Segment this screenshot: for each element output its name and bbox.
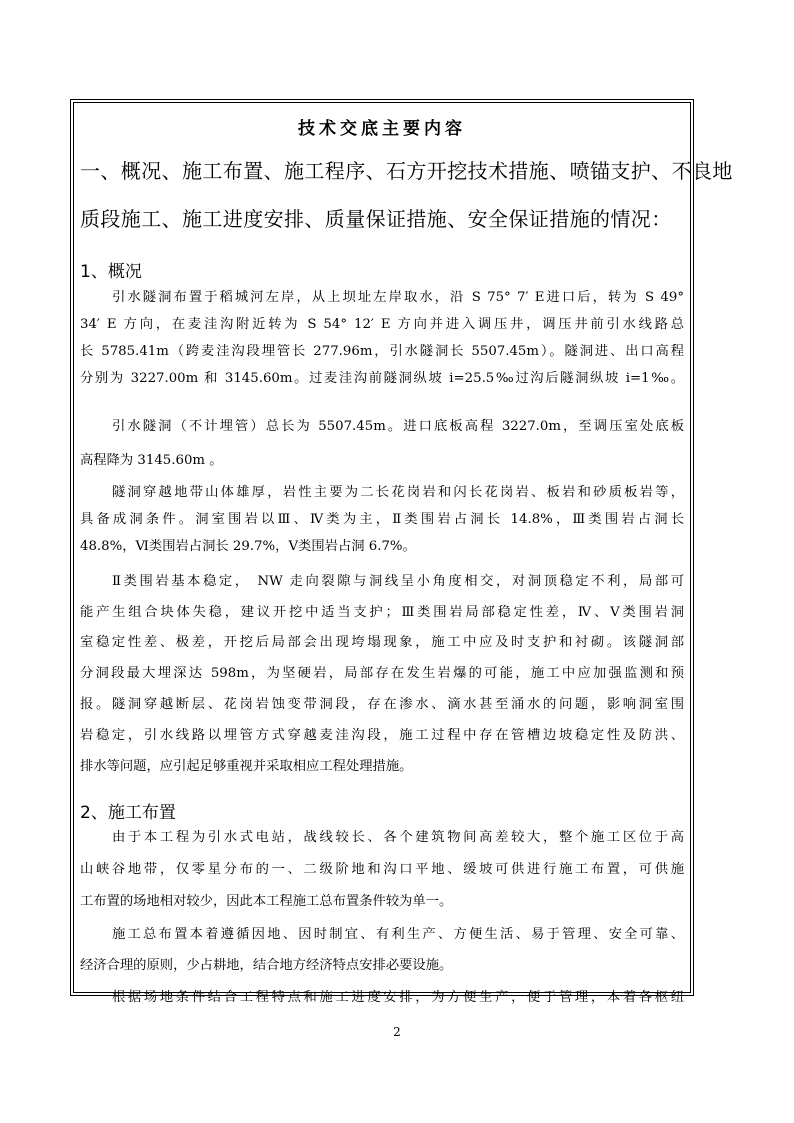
text-line: Ⅱ类围岩基本稳定， NW 走向裂隙与洞线呈小角度相交，对洞顶稳定不利，局部可: [112, 574, 684, 589]
text-line: 经济合理的原则，少占耕地，结合地方经济特点安排必要设施。: [80, 958, 453, 973]
text-line: 34′ E 方向，在麦洼沟附近转为 S 54° 12′ E 方向并进入调压井，调压井前引水线路总: [80, 317, 684, 332]
text-line: 能产生组合块体失稳，建议开挖中适当支护；Ⅲ类围岩局部稳定性差，Ⅳ、Ⅴ类围岩洞: [80, 605, 684, 620]
main-heading-line-2: 质段施工、施工进度安排、质量保证措施、安全保证措施的情况：: [80, 207, 672, 231]
document-title: 技术交底主要内容: [298, 119, 466, 139]
text-line: 山峡谷地带，仅零星分布的一、二级阶地和沟口平地、缓坡可供进行施工布置，可供施: [80, 862, 684, 877]
text-line: 引水隧洞（不计埋管）总长为 5507.45m。进口底板高程 3227.0m，至调压室处底板: [112, 419, 684, 434]
text-line: 岩稳定，引水线路以埋管方式穿越麦洼沟段，施工过程中存在管槽边坡稳定性及防洪、: [80, 728, 684, 743]
page-number: 2: [393, 1025, 401, 1039]
text-line: 排水等问题，应引起足够重视并采取相应工程处理措施。: [80, 759, 413, 774]
section-heading-overview: 1、概况: [80, 262, 142, 282]
text-line: 高程降为 3145.60m 。: [80, 453, 223, 468]
text-line: 工布置的场地相对较少，因此本工程施工总布置条件较为单一。: [80, 894, 453, 909]
text-line: 分洞段最大埋深达 598m，为坚硬岩，局部存在发生岩爆的可能，施工中应加强监测和预: [80, 666, 684, 681]
text-line: 长 5785.41m（跨麦洼沟段埋管长 277.96m，引水隧洞长 5507.45m）。隧洞进、出口高程: [80, 344, 684, 359]
text-line: 引水隧洞布置于稻城河左岸，从上坝址左岸取水，沿 S 75° 7′ E进口后，转为 S 49°: [112, 290, 684, 305]
text-line: 由于本工程为引水式电站，战线较长、各个建筑物间高差较大，整个施工区位于高: [112, 830, 684, 845]
text-line: 隧洞穿越地带山体雄厚，岩性主要为二长花岗岩和闪长花岗岩、板岩和砂质板岩等，: [112, 485, 684, 500]
text-line: 报。隧洞穿越断层、花岗岩蚀变带洞段，存在渗水、滴水甚至涌水的问题，影响洞室围: [80, 697, 684, 712]
main-heading-line-1: 一、概况、施工布置、施工程序、石方开挖技术措施、喷锚支护、不良地: [80, 159, 733, 183]
text-line: 室稳定性差、极差，开挖后局部会出现垮塌现象，施工中应及时支护和衬砌。该隧洞部: [80, 635, 684, 650]
text-line: 48.8%，Ⅵ类围岩占洞长 29.7%，Ⅴ类围岩占洞 6.7%。: [80, 539, 416, 554]
text-line: 根据场地条件结合工程特点和施工进度安排，为方便生产，便于管理，本着各枢纽: [112, 990, 684, 1005]
section-heading-construction-layout: 2、施工布置: [80, 803, 176, 823]
text-line: 分别为 3227.00m 和 3145.60m。过麦洼沟前隧洞纵坡 i=25.5‰过沟后隧洞纵坡 i=1‰。: [80, 371, 684, 386]
text-line: 施工总布置本着遵循因地、因时制宜、有利生产、方便生活、易于管理、安全可靠、: [112, 927, 684, 942]
text-line: 具备成洞条件。洞室围岩以Ⅲ、Ⅳ类为主，Ⅱ类围岩占洞长 14.8%，Ⅲ类围岩占洞长: [80, 512, 684, 527]
